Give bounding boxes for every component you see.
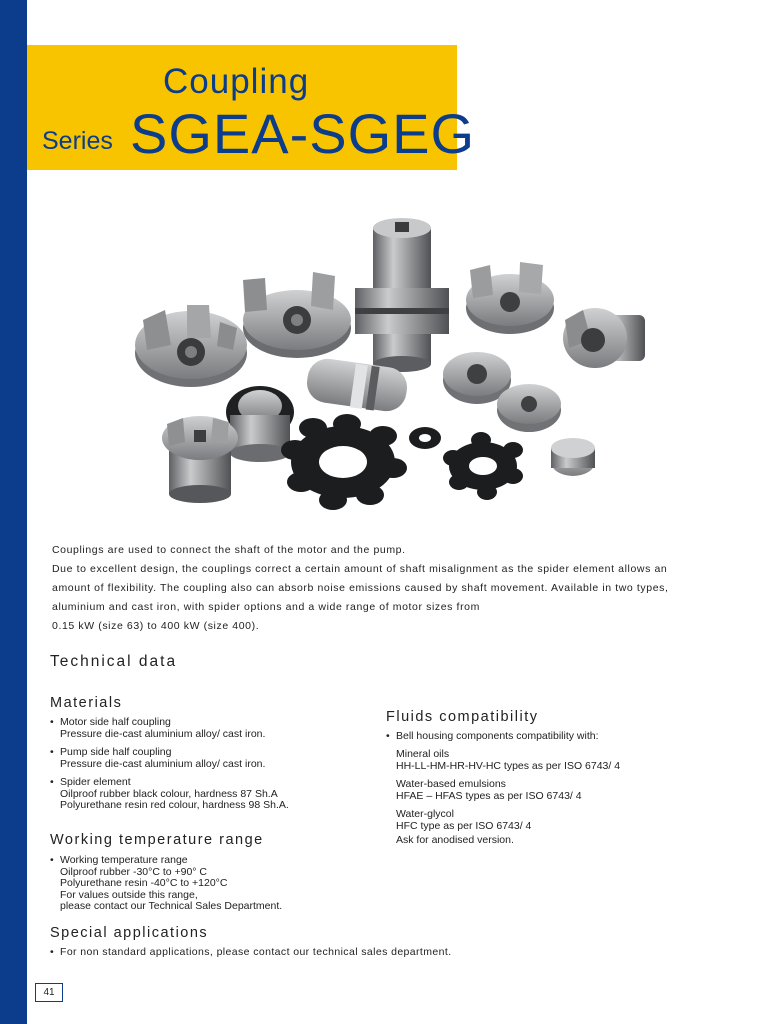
bullet: • bbox=[386, 730, 390, 742]
coupling-half-center-left bbox=[243, 272, 351, 358]
item-title: Motor side half coupling bbox=[60, 716, 171, 728]
fluid-group-name: Water-based emulsions bbox=[396, 778, 506, 790]
item-title: Bell housing components compatibility with: bbox=[396, 730, 599, 742]
bullet: • bbox=[50, 746, 54, 758]
coupling-half-right bbox=[466, 262, 554, 334]
list-item bbox=[50, 747, 370, 770]
item-line: Polyurethane resin red colour, hardness 98 Sh.A. bbox=[60, 799, 289, 811]
special-applications-heading: Special applications bbox=[50, 925, 209, 941]
coupling-assembled-tall bbox=[355, 218, 449, 372]
fluid-group-name: Mineral oils bbox=[396, 748, 450, 760]
list-item bbox=[50, 717, 370, 740]
working-temperature-list bbox=[50, 855, 370, 920]
fluids-note: Ask for anodised version. bbox=[396, 834, 514, 846]
item-title: Spider element bbox=[60, 776, 131, 788]
fluid-group-detail: HFC type as per ISO 6743/ 4 bbox=[396, 820, 532, 832]
left-brand-stripe bbox=[0, 0, 27, 1024]
item-title: Working temperature range bbox=[60, 854, 188, 866]
fluid-group-detail: HFAE – HFAS types as per ISO 6743/ 4 bbox=[396, 790, 582, 802]
fluid-group-detail: HH-LL-HM-HR-HV-HC types as per ISO 6743/ 4 bbox=[396, 760, 621, 772]
page-number: 41 bbox=[35, 983, 63, 1002]
working-temperature-heading: Working temperature range bbox=[50, 832, 264, 848]
spider-small bbox=[409, 427, 441, 449]
intro-line: 0.15 kW (size 63) to 400 kW (size 400). bbox=[52, 620, 260, 632]
intro-line: amount of flexibility. The coupling also can absorb noise emissions caused by shaft movement. Available in two types, bbox=[52, 582, 669, 594]
materials-list bbox=[50, 717, 370, 819]
list-item bbox=[50, 947, 570, 959]
coupling-hub-bottom-left bbox=[162, 416, 238, 503]
spider-large-black bbox=[281, 414, 407, 510]
list-item bbox=[50, 777, 370, 812]
item-line: Oilproof rubber black colour, hardness 87 Sh.A bbox=[60, 787, 278, 800]
bullet: • bbox=[50, 716, 54, 728]
intro-line: Due to excellent design, the couplings correct a certain amount of shaft misalignment as the spider element allows an bbox=[52, 563, 668, 575]
fluid-group-name: Water-glycol bbox=[396, 808, 454, 820]
coupling-tiny-right bbox=[551, 438, 595, 476]
series-label: Series bbox=[42, 127, 113, 155]
item-line: Pressure die-cast aluminium alloy/ cast iron. bbox=[60, 757, 266, 770]
intro-line: aluminium and cast iron, with spider options and a wide range of motor sizes from bbox=[52, 601, 480, 613]
bullet: • bbox=[50, 776, 54, 788]
item-line: please contact our Technical Sales Department. bbox=[60, 900, 283, 912]
intro-line: Couplings are used to connect the shaft of the motor and the pump. bbox=[52, 544, 406, 556]
materials-heading: Materials bbox=[50, 695, 123, 711]
series-model: SGEA-SGEG bbox=[130, 102, 476, 165]
coupling-small-right bbox=[497, 384, 561, 432]
bullet: • bbox=[50, 854, 54, 866]
list-item bbox=[50, 855, 370, 913]
item-line: Oilproof rubber -30°C to +90° C bbox=[60, 865, 208, 878]
item-line: Pressure die-cast aluminium alloy/ cast iron. bbox=[60, 727, 266, 740]
special-applications-list bbox=[50, 947, 570, 966]
fluids-list bbox=[386, 731, 706, 750]
item-text: For non standard applications, please contact our technical sales department. bbox=[60, 946, 452, 958]
item-title: Pump side half coupling bbox=[60, 746, 172, 758]
spider-medium bbox=[443, 432, 523, 500]
coupling-hub-right bbox=[563, 308, 645, 368]
intro-text bbox=[52, 541, 742, 636]
list-item bbox=[386, 731, 706, 743]
page-title: Coupling bbox=[163, 62, 310, 101]
fluids-compatibility-heading: Fluids compatibility bbox=[386, 709, 539, 725]
technical-data-heading: Technical data bbox=[50, 653, 178, 670]
coupling-half-left bbox=[135, 305, 247, 387]
item-line: Polyurethane resin -40°C to +120°C bbox=[60, 877, 228, 889]
bullet: • bbox=[50, 946, 54, 958]
item-line: For values outside this range, bbox=[60, 888, 198, 901]
product-photo bbox=[125, 210, 665, 510]
